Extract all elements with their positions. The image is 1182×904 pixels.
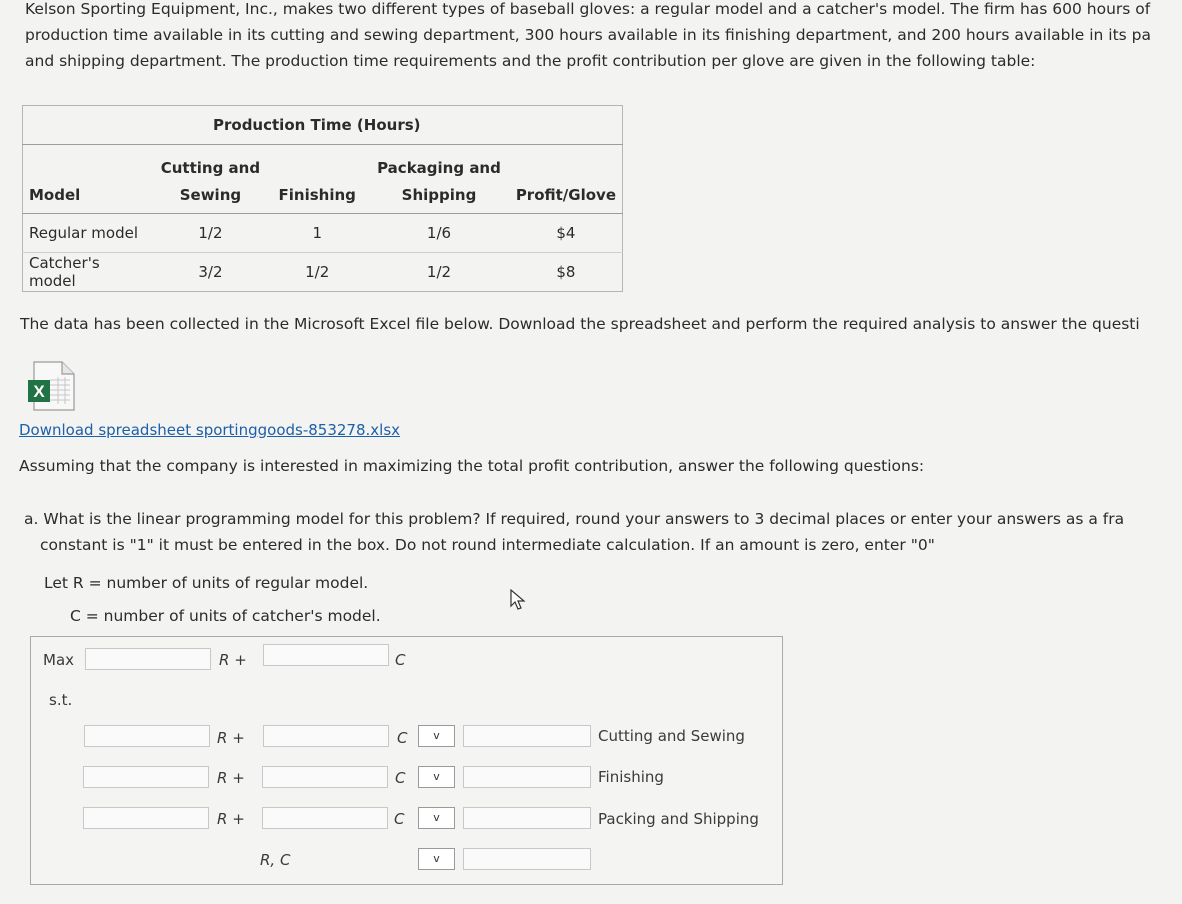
chevron-down-icon: v <box>433 770 440 783</box>
let-c-definition: C = number of units of catcher's model. <box>70 607 381 625</box>
data-note: The data has been collected in the Microsoft Excel file below. Download the spreadsheet and perform the required analysis to answer the questi <box>20 315 1140 333</box>
lp-model-form <box>30 636 783 885</box>
row-cutting: 3/2 <box>198 263 223 281</box>
constraint-1-r-coefficient-input[interactable] <box>84 725 210 747</box>
col-header-model: Model <box>23 145 155 214</box>
r-plus-label: R + <box>217 810 245 828</box>
row-cutting: 1/2 <box>155 214 267 253</box>
nonnegativity-rhs-input[interactable] <box>463 848 591 870</box>
row-finishing: 1/2 <box>305 263 330 281</box>
constraint-1-c-coefficient-input[interactable] <box>263 725 389 747</box>
constraint-3-r-coefficient-input[interactable] <box>83 807 209 829</box>
question-a-line-1: a. What is the linear programming model for this problem? If required, round your answers to 3 decimal places or enter your answers as a fra <box>24 510 1125 528</box>
c-variable-label: C <box>395 651 406 669</box>
c-variable-label: C <box>394 810 405 828</box>
intro-line-1: Kelson Sporting Equipment, Inc., makes two different types of baseball gloves: a regular model and a catcher's model. The firm has 600 hours of <box>25 0 1151 18</box>
excel-file-icon[interactable] <box>28 360 78 416</box>
constraint-1-inequality-select[interactable] <box>418 725 455 747</box>
rc-variables-label: R, C <box>260 851 291 869</box>
table-group-header: Production Time (Hours) <box>23 106 623 145</box>
chevron-down-icon: v <box>433 729 440 742</box>
row-packaging: 1/6 <box>368 214 510 253</box>
mouse-cursor-icon <box>508 588 528 616</box>
table-row <box>23 253 623 292</box>
constraint-2-inequality-select[interactable] <box>418 766 455 788</box>
constraint-2-r-coefficient-input[interactable] <box>83 766 209 788</box>
row-profit: $8 <box>556 263 576 281</box>
objective-r-coefficient-input[interactable] <box>85 648 211 670</box>
row-model: Catcher's model <box>29 254 100 290</box>
intro-line-2: production time available in its cutting and sewing department, 300 hours available in its finishing department, and 200 hours available in its pa <box>25 26 1152 44</box>
chevron-down-icon: v <box>433 852 440 865</box>
assumption-text: Assuming that the company is interested in maximizing the total profit contribution, answer the following questions: <box>19 457 925 475</box>
row-profit: $4 <box>510 214 623 253</box>
constraint-3-c-coefficient-input[interactable] <box>262 807 388 829</box>
svg-text:X: X <box>33 382 45 401</box>
constraint-3-inequality-select[interactable] <box>418 807 455 829</box>
row-packaging: 1/2 <box>426 263 452 281</box>
objective-c-coefficient-input[interactable] <box>263 644 389 666</box>
constraint-3-label: Packing and Shipping <box>598 810 759 828</box>
download-spreadsheet-link[interactable]: Download spreadsheet sportinggoods-853278.xlsx <box>19 421 401 439</box>
chevron-down-icon: v <box>433 811 440 824</box>
let-r-definition: Let R = number of units of regular model. <box>44 574 369 592</box>
c-variable-label: C <box>395 769 406 787</box>
r-plus-label: R + <box>217 729 245 747</box>
intro-paragraph <box>25 0 1151 74</box>
constraint-1-rhs-input[interactable] <box>463 725 591 747</box>
constraint-2-c-coefficient-input[interactable] <box>262 766 388 788</box>
c-variable-label: C <box>397 729 408 747</box>
nonnegativity-inequality-select[interactable] <box>418 848 455 870</box>
constraint-2-rhs-input[interactable] <box>463 766 591 788</box>
row-finishing: 1 <box>266 214 368 253</box>
intro-line-3: and shipping department. The production time requirements and the profit contribution per glove are given in the following table: <box>25 52 1036 70</box>
col-header-finishing: Finishing <box>266 145 368 214</box>
question-a-line-2: constant is "1" it must be entered in the box. Do not round intermediate calculation. If an amount is zero, enter "0" <box>40 536 935 554</box>
constraint-2-label: Finishing <box>598 768 664 786</box>
table-row <box>23 214 623 253</box>
r-plus-label: R + <box>219 651 247 669</box>
constraint-1-label: Cutting and Sewing <box>598 727 745 745</box>
row-model: Regular model <box>23 214 155 253</box>
col-header-profit: Profit/Glove <box>510 145 623 214</box>
production-time-table <box>22 105 623 292</box>
col-header-packaging: Packaging and Shipping <box>368 145 510 214</box>
st-label: s.t. <box>49 691 73 709</box>
r-plus-label: R + <box>217 769 245 787</box>
max-label: Max <box>43 651 75 669</box>
constraint-3-rhs-input[interactable] <box>463 807 591 829</box>
col-header-cutting: Cutting and Sewing <box>155 145 267 214</box>
